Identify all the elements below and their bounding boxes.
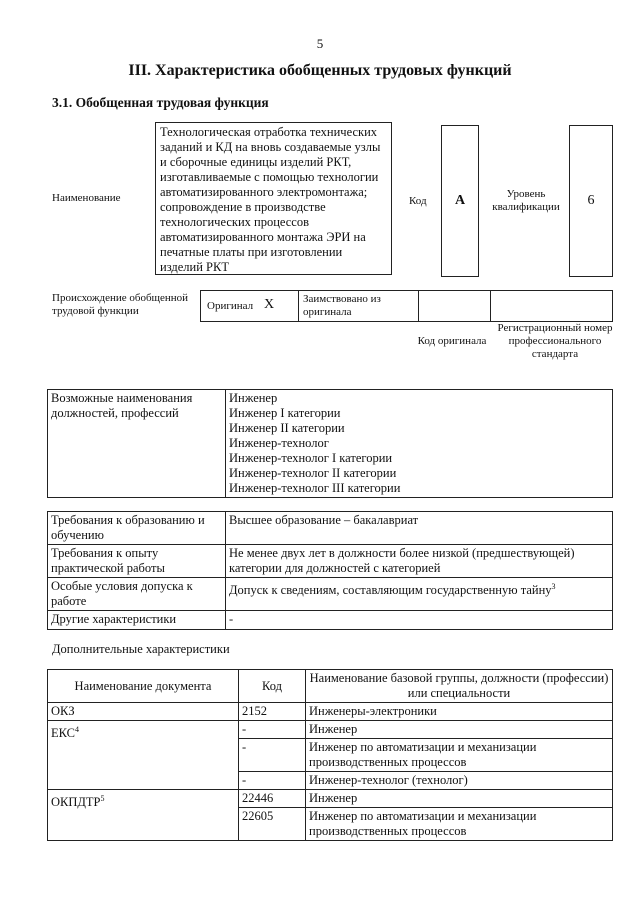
function-name-text: Технологическая отработка технических заданий и КД на вновь создаваемые узлы и сборочные единицы изделий РКТ, изготавливаемые с помощью технологии автоматизированного электромонтажа; сопровождение в производстве технологических процессов автоматизированного монтажа ЭРИ на печатные платы при изготовлении изделий РКТ	[160, 125, 381, 274]
eks-code: -	[239, 721, 306, 739]
borrowed-label: Заимствовано из оригинала	[303, 293, 381, 318]
req-value-text: Допуск к сведениям, составляющим государственную тайну	[229, 583, 552, 598]
origin-label: Происхождение обобщенной трудовой функции	[52, 292, 189, 317]
okpdtr-code: 22446	[239, 790, 306, 808]
footnote-ref: 5	[100, 794, 105, 803]
req-value: Высшее образование – бакалавриат	[226, 512, 613, 545]
okpdtr-doc-text: ОКПДТР	[51, 795, 101, 810]
eks-code: -	[239, 739, 306, 772]
okz-name: Инженеры-электроники	[306, 703, 613, 721]
position-item: Инженер-технолог I категории	[229, 451, 393, 465]
page-number: 5	[316, 36, 324, 51]
reg-caption: Регистрационный номер профессионального стандарта	[497, 322, 613, 360]
original-code-cell	[418, 291, 491, 321]
req-label: Другие характеристики	[48, 611, 226, 630]
req-label: Требования к образованию и обучению	[48, 512, 226, 545]
positions-label: Возможные наименования должностей, профессий	[48, 390, 226, 498]
okpdtr-doc	[48, 790, 239, 841]
positions-list	[226, 390, 613, 498]
section-title: III. Характеристика обобщенных трудовых функций	[128, 62, 512, 79]
level-value: 6	[587, 193, 595, 208]
position-item: Инженер-технолог II категории	[229, 466, 397, 480]
additional-table	[47, 669, 613, 841]
eks-doc	[48, 721, 239, 790]
code-label: Код	[409, 195, 427, 207]
eks-doc-text: ЕКС	[51, 726, 75, 741]
eks-code: -	[239, 772, 306, 790]
level-box	[569, 125, 613, 277]
okpdtr-code: 22605	[239, 808, 306, 841]
eks-name: Инженер	[306, 721, 613, 739]
col-header-name: Наименование базовой группы, должности (профессии) или специальности	[306, 670, 613, 703]
footnote-ref: 4	[75, 725, 79, 734]
original-label: Оригинал	[207, 300, 254, 312]
requirements-table	[47, 511, 613, 630]
position-item: Инженер-технолог III категории	[229, 481, 401, 495]
name-label: Наименование	[52, 192, 121, 204]
code-caption: Код оригинала	[417, 335, 487, 347]
origin-row	[200, 290, 613, 322]
positions-table	[47, 389, 613, 498]
okpdtr-name: Инженер	[306, 790, 613, 808]
subsection-title: 3.1. Обобщенная трудовая функция	[52, 95, 269, 110]
code-box	[441, 125, 479, 277]
eks-name: Инженер по автоматизации и механизации производственных процессов	[306, 739, 613, 772]
position-item: Инженер	[229, 391, 278, 405]
position-item: Инженер II категории	[229, 421, 345, 435]
req-value: Не менее двух лет в должности более низкой (предшествующей) категории для должностей с категорией	[226, 545, 613, 578]
okpdtr-name: Инженер по автоматизации и механизации производственных процессов	[306, 808, 613, 841]
code-value: А	[454, 193, 466, 208]
req-value	[226, 578, 613, 611]
position-item: Инженер-технолог	[229, 436, 329, 450]
eks-name: Инженер-технолог (технолог)	[306, 772, 613, 790]
original-mark: X	[264, 297, 275, 312]
req-label: Особые условия допуска к работе	[48, 578, 226, 611]
original-cell	[201, 291, 299, 321]
additional-title: Дополнительные характеристики	[52, 642, 230, 656]
req-value: -	[226, 611, 613, 630]
req-label: Требования к опыту практической работы	[48, 545, 226, 578]
col-header-doc: Наименование документа	[48, 670, 239, 703]
function-name-box	[155, 122, 392, 275]
okz-code: 2152	[239, 703, 306, 721]
position-item: Инженер I категории	[229, 406, 341, 420]
okz-doc: ОКЗ	[48, 703, 239, 721]
col-header-code: Код	[239, 670, 306, 703]
footnote-ref: 3	[551, 582, 556, 591]
level-label: Уровень квалификации	[492, 188, 560, 213]
